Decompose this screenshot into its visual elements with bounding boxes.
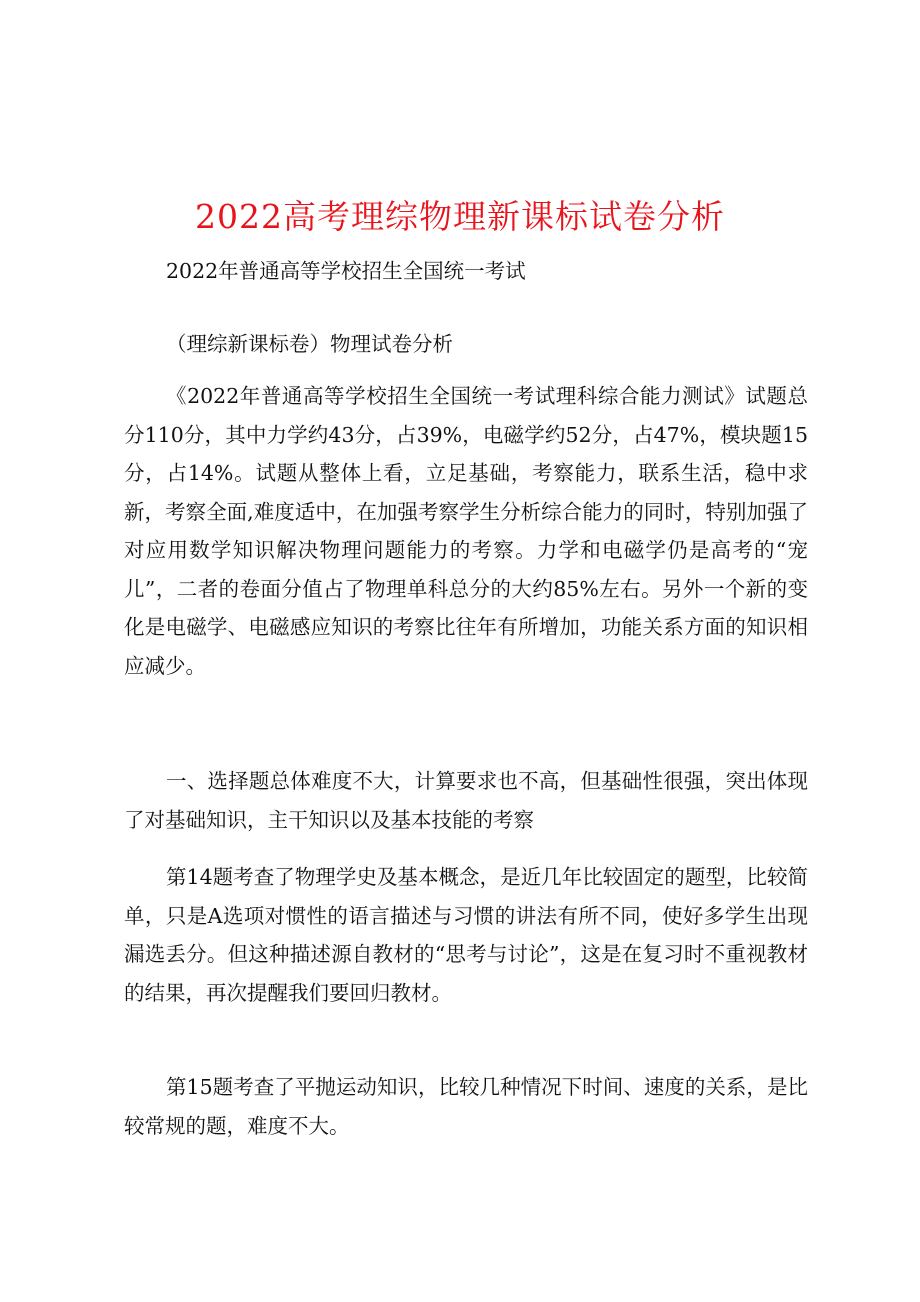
paragraph-section-one: 一、选择题总体难度不大，计算要求也不高，但基础性很强，突出体现了对基础知识，主干知识以及基本技能的考察 bbox=[124, 769, 808, 832]
paragraph-question-14: 第14题考查了物理学史及基本概念，是近几年比较固定的题型，比较简单，只是A选项对惯性的语言描述与习惯的讲法有所不同，使好多学生出现漏选丢分。但这种描述源自教材的“思考与讨论”，这是在复习时不重视教材的结果，再次提醒我们要回归教材。 bbox=[124, 865, 808, 1005]
paragraph-question-15: 第15题考查了平抛运动知识，比较几种情况下时间、速度的关系，是比较常规的题，难度不大。 bbox=[124, 1075, 808, 1138]
subtitle-line-1: 2022年普通高等学校招生全国统一考试 bbox=[166, 259, 526, 283]
paragraph-overview: 《2022年普通高等学校招生全国统一考试理科综合能力测试》试题总分110分，其中力学约43分，占39%，电磁学约52分，占47%，模块题15分，占14%。试题从整体上看，立足基础，考察能力，联系生活，稳中求新，考察全面,难度适中，在加强考察学生分析综合能力的同时，特别加强了对应用数学知识解决物理问题能力的考察。力学和电磁学仍是高考的“宠儿”，二者的卷面分值占了物理单科总分的大约85%左右。另外一个新的变化是电磁学、电磁感应知识的考察比往年有所增加，功能关系方面的知识相应减少。 bbox=[124, 384, 808, 678]
document-title: 2022高考理综物理新课标试卷分析 bbox=[195, 197, 725, 236]
subtitle-line-2: （理综新课标卷）物理试卷分析 bbox=[166, 332, 453, 356]
